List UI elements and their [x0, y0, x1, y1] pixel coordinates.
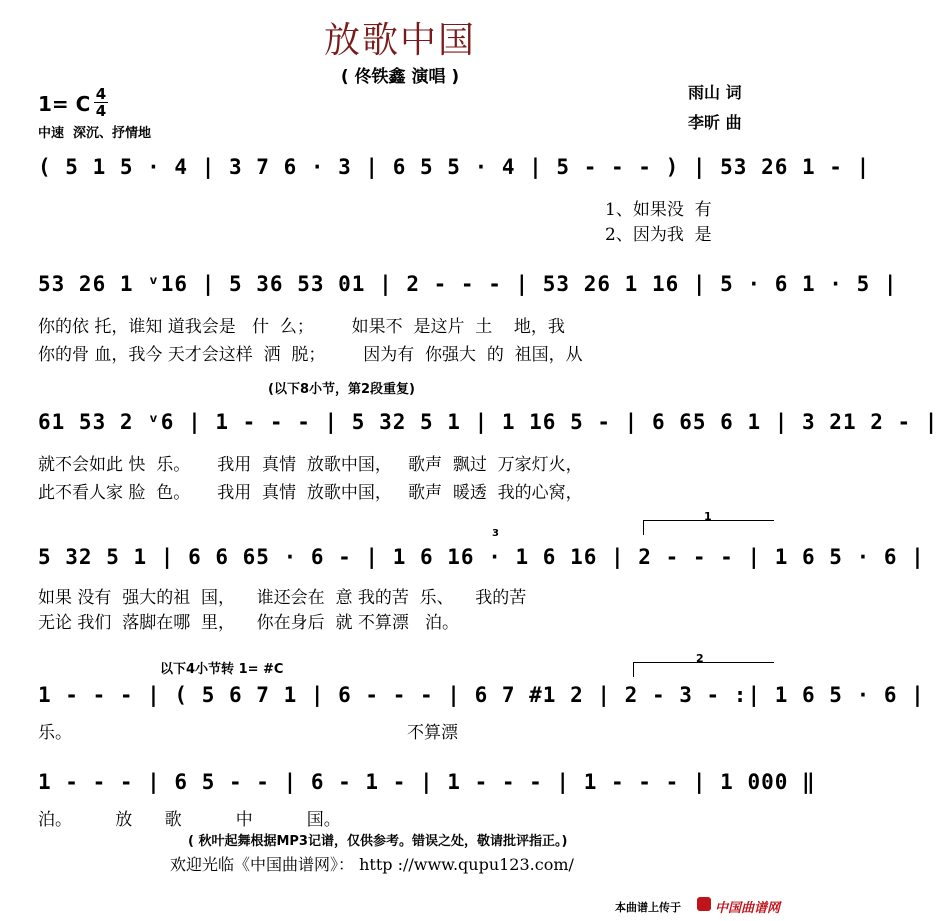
lyric-line-3-verse-1: 就不会如此 快 乐。 我用 真情 放歌中国， 歌声 飘过 万家灯火，: [38, 455, 583, 475]
lyric-line-2-verse-1: 你的依 托，谁知 道我会是 什 么； 如果不 是这片 土 地，我: [38, 317, 565, 337]
performer-subtitle: ( 佟铁鑫 演唱 ): [340, 67, 460, 87]
lyric-line-4-verse-1: 如果 没有 强大的祖 国， 谁还会在 意 我的苦 乐、 我的苦: [38, 588, 527, 608]
lyric-line-1-verse-2: 2、因为我 是: [605, 225, 712, 245]
notation-line-4: 5 32 5 1 | 6 6 65 · 6 - | 1 6 16 · 1 6 16 | 2 - - - | 1 6 5 · 6 |: [38, 545, 925, 569]
repeat-instruction: (以下8小节，第2段重复): [268, 382, 415, 397]
second-ending-number: 2: [696, 652, 704, 665]
notation-line-2: 53 26 1 ᵛ16 | 5 36 53 01 | 2 - - - | 53 26 1 16 | 5 · 6 1 · 5 |: [38, 272, 898, 296]
lyric-line-1-verse-1: 1、如果没 有: [605, 200, 712, 220]
key-signature: 1= C: [38, 92, 91, 116]
website-welcome: 欢迎光临《中国曲谱网》： http ://www.qupu123.com/: [170, 855, 574, 874]
lyric-line-6: 泊。 放 歌 中 国。: [38, 810, 341, 830]
composer-credit: 李昕 曲: [688, 113, 742, 132]
notation-line-1: ( 5 1 5 · 4 | 3 7 6 · 3 | 6 5 5 · 4 | 5 - - - ) | 53 26 1 - |: [38, 155, 871, 179]
notation-line-3: 61 53 2 ᵛ6 | 1 - - - | 5 32 5 1 | 1 16 5 - | 6 65 6 1 | 3 21 2 - |: [38, 410, 938, 434]
time-signature-top: 4: [95, 85, 107, 103]
notation-line-6: 1 - - - | 6 5 - - | 6 - 1 - | 1 - - - | 1 - - - | 1 000 ‖: [38, 770, 816, 794]
triplet-mark: 3: [492, 528, 499, 539]
tempo-marking: 中速 深沉、抒情地: [38, 126, 152, 141]
lyricist-credit: 雨山 词: [688, 83, 742, 102]
first-ending-bracket: [643, 510, 774, 535]
second-ending-bracket: [633, 652, 774, 677]
transcription-footnote: ( 秋叶起舞根据MP3记谱，仅供参考。错误之处，敬请批评指正。): [188, 834, 568, 849]
key-change-instruction: 以下4小节转 1= #C: [160, 662, 284, 677]
page-title: 放歌中国: [323, 20, 476, 61]
lyric-line-5: 乐。 不算漂: [38, 723, 459, 743]
time-signature: [94, 87, 108, 118]
time-signature-bottom: 4: [95, 102, 107, 120]
lyric-line-2-verse-2: 你的骨 血，我今 天才会这样 洒 脱； 因为有 你强大 的 祖国，从: [38, 345, 583, 365]
first-ending-number: 1: [704, 510, 712, 523]
lyric-line-4-verse-2: 无论 我们 落脚在哪 里， 你在身后 就 不算漂 泊。: [38, 613, 460, 633]
upload-note: 本曲谱上传于: [615, 901, 681, 914]
site-logo-icon: [697, 897, 711, 911]
lyric-line-3-verse-2: 此不看人家 脸 色。 我用 真情 放歌中国， 歌声 暖透 我的心窝，: [38, 483, 583, 503]
notation-line-5: 1 - - - | ( 5 6 7 1 | 6 - - - | 6 7 #1 2 | 2 - 3 - :| 1 6 5 · 6 |: [38, 683, 925, 707]
brand-name: 中国曲谱网: [715, 901, 781, 916]
